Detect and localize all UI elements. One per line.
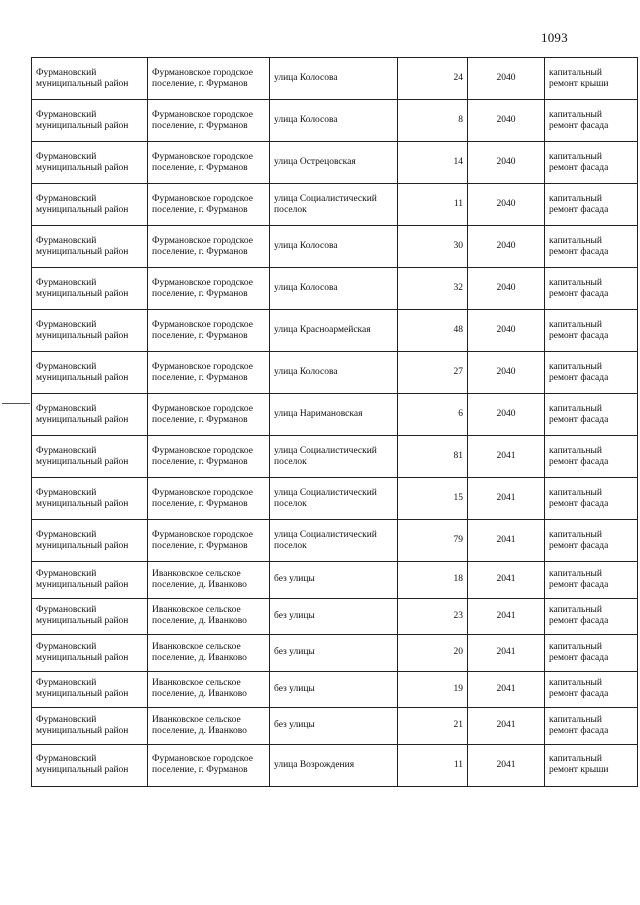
year-cell bbox=[468, 520, 545, 562]
house-number-cell bbox=[398, 268, 468, 310]
table-row bbox=[32, 598, 638, 635]
house-number-cell bbox=[398, 184, 468, 226]
settlement-text: Фурмановское городское поселение, г. Фурманов bbox=[152, 754, 253, 775]
year-cell bbox=[468, 58, 545, 100]
year-cell bbox=[468, 268, 545, 310]
street-cell bbox=[270, 394, 398, 436]
year-cell bbox=[468, 671, 545, 708]
district-cell bbox=[32, 100, 148, 142]
street-cell bbox=[270, 478, 398, 520]
street-cell bbox=[270, 142, 398, 184]
settlement-cell bbox=[148, 598, 270, 635]
work-type-text: капитальный ремонт фасада bbox=[549, 529, 609, 551]
work-type-text: капитальный ремонт фасада bbox=[549, 319, 609, 341]
year-cell bbox=[468, 142, 545, 184]
street-text: без улицы bbox=[274, 647, 315, 658]
year-text: 2041 bbox=[496, 451, 516, 461]
year-text: 2041 bbox=[496, 610, 516, 621]
district-text: Фурмановский муниципальный район bbox=[36, 403, 129, 425]
settlement-cell bbox=[148, 310, 270, 352]
settlement-cell bbox=[148, 562, 270, 599]
house-number-cell bbox=[398, 436, 468, 478]
street-cell bbox=[270, 58, 398, 100]
year-text: 2041 bbox=[496, 683, 516, 694]
work-type-text: капитальный ремонт фасада bbox=[549, 568, 609, 590]
table-row bbox=[32, 744, 638, 786]
house-number-cell bbox=[398, 598, 468, 635]
street-cell bbox=[270, 436, 398, 478]
street-cell bbox=[270, 226, 398, 268]
work-type-text: капитальный ремонт фасада bbox=[549, 361, 609, 383]
year-text: 2041 bbox=[496, 535, 516, 545]
house-number-text: 8 bbox=[458, 115, 463, 125]
house-number-cell bbox=[398, 520, 468, 562]
district-text: Фурмановский муниципальный район bbox=[36, 319, 129, 341]
district-text: Фурмановский муниципальный район bbox=[36, 754, 129, 775]
settlement-text: Фурмановское городское поселение, г. Фурманов bbox=[152, 487, 253, 509]
year-text: 2040 bbox=[496, 199, 516, 209]
district-cell bbox=[32, 142, 148, 184]
street-cell bbox=[270, 520, 398, 562]
house-number-text: 32 bbox=[453, 283, 463, 293]
settlement-text: Фурмановское городское поселение, г. Фурманов bbox=[152, 151, 253, 173]
district-cell bbox=[32, 226, 148, 268]
street-cell bbox=[270, 671, 398, 708]
district-text: Фурмановский муниципальный район bbox=[36, 605, 129, 627]
work-type-cell bbox=[545, 226, 638, 268]
street-text: без улицы bbox=[274, 683, 315, 694]
district-text: Фурмановский муниципальный район bbox=[36, 529, 129, 551]
settlement-text: Фурмановское городское поселение, г. Фурманов bbox=[152, 193, 253, 215]
house-number-text: 15 bbox=[453, 493, 463, 503]
settlement-cell bbox=[148, 142, 270, 184]
district-cell bbox=[32, 352, 148, 394]
street-text: улица Возрождения bbox=[274, 759, 355, 770]
house-number-cell bbox=[398, 671, 468, 708]
settlement-cell bbox=[148, 478, 270, 520]
table-row bbox=[32, 708, 638, 745]
house-number-text: 20 bbox=[453, 647, 463, 658]
house-number-cell bbox=[398, 100, 468, 142]
street-text: улица Социалистический поселок bbox=[274, 487, 377, 509]
year-text: 2041 bbox=[496, 574, 516, 585]
house-number-text: 11 bbox=[453, 199, 463, 209]
settlement-text: Фурмановское городское поселение, г. Фурманов bbox=[152, 529, 253, 551]
house-number-text: 21 bbox=[453, 720, 463, 731]
scan-artifact-line bbox=[2, 403, 30, 404]
table-row bbox=[32, 268, 638, 310]
work-type-cell bbox=[545, 671, 638, 708]
year-text: 2040 bbox=[496, 325, 516, 335]
work-type-text: капитальный ремонт фасада bbox=[549, 277, 609, 299]
settlement-cell bbox=[148, 100, 270, 142]
house-number-text: 14 bbox=[453, 157, 463, 167]
year-cell bbox=[468, 436, 545, 478]
district-cell bbox=[32, 394, 148, 436]
street-text: улица Колосова bbox=[274, 73, 338, 83]
settlement-cell bbox=[148, 184, 270, 226]
house-number-cell bbox=[398, 226, 468, 268]
street-cell bbox=[270, 310, 398, 352]
district-text: Фурмановский муниципальный район bbox=[36, 714, 129, 736]
year-cell bbox=[468, 635, 545, 672]
work-type-cell bbox=[545, 744, 638, 786]
year-cell bbox=[468, 708, 545, 745]
table-row bbox=[32, 436, 638, 478]
district-text: Фурмановский муниципальный район bbox=[36, 193, 129, 215]
house-number-text: 24 bbox=[453, 73, 463, 83]
settlement-text: Фурмановское городское поселение, г. Фурманов bbox=[152, 319, 253, 341]
house-number-text: 6 bbox=[458, 409, 463, 419]
house-number-text: 48 bbox=[453, 325, 463, 335]
work-type-cell bbox=[545, 268, 638, 310]
work-type-text: капитальный ремонт фасада bbox=[549, 605, 609, 627]
house-number-text: 23 bbox=[453, 610, 463, 621]
district-text: Фурмановский муниципальный район bbox=[36, 109, 129, 131]
table-row bbox=[32, 352, 638, 394]
work-type-cell bbox=[545, 394, 638, 436]
house-number-text: 30 bbox=[453, 241, 463, 251]
year-cell bbox=[468, 184, 545, 226]
district-text: Фурмановский муниципальный район bbox=[36, 67, 129, 89]
year-cell bbox=[468, 744, 545, 786]
district-cell bbox=[32, 58, 148, 100]
house-number-text: 79 bbox=[453, 535, 463, 545]
work-type-cell bbox=[545, 310, 638, 352]
work-type-cell bbox=[545, 598, 638, 635]
table-row bbox=[32, 184, 638, 226]
settlement-text: Фурмановское городское поселение, г. Фурманов bbox=[152, 277, 253, 299]
settlement-cell bbox=[148, 436, 270, 478]
street-text: улица Колосова bbox=[274, 367, 338, 377]
work-type-text: капитальный ремонт фасада bbox=[549, 487, 609, 509]
year-text: 2040 bbox=[496, 241, 516, 251]
district-text: Фурмановский муниципальный район bbox=[36, 277, 129, 299]
settlement-text: Иванковское сельское поселение, д. Иванково bbox=[152, 568, 247, 590]
settlement-cell bbox=[148, 394, 270, 436]
street-text: улица Колосова bbox=[274, 115, 338, 125]
year-cell bbox=[468, 352, 545, 394]
year-text: 2041 bbox=[496, 647, 516, 658]
district-cell bbox=[32, 598, 148, 635]
street-cell bbox=[270, 184, 398, 226]
settlement-text: Фурмановское городское поселение, г. Фурманов bbox=[152, 109, 253, 131]
district-cell bbox=[32, 708, 148, 745]
district-text: Фурмановский муниципальный район bbox=[36, 151, 129, 173]
settlement-text: Иванковское сельское поселение, д. Иванково bbox=[152, 678, 247, 700]
year-cell bbox=[468, 394, 545, 436]
district-text: Фурмановский муниципальный район bbox=[36, 487, 129, 509]
settlement-text: Иванковское сельское поселение, д. Иванково bbox=[152, 605, 247, 627]
year-text: 2041 bbox=[496, 759, 516, 770]
settlement-text: Иванковское сельское поселение, д. Иванково bbox=[152, 641, 247, 663]
work-type-text: капитальный ремонт фасада bbox=[549, 151, 609, 173]
district-cell bbox=[32, 635, 148, 672]
work-type-cell bbox=[545, 562, 638, 599]
district-cell bbox=[32, 184, 148, 226]
work-type-text: капитальный ремонт фасада bbox=[549, 445, 609, 467]
work-type-text: капитальный ремонт крыши bbox=[549, 754, 609, 775]
house-number-cell bbox=[398, 562, 468, 599]
street-text: улица Острецовская bbox=[274, 157, 356, 167]
house-number-text: 81 bbox=[453, 451, 463, 461]
settlement-text: Фурмановское городское поселение, г. Фурманов bbox=[152, 235, 253, 257]
work-type-cell bbox=[545, 708, 638, 745]
year-cell bbox=[468, 310, 545, 352]
district-cell bbox=[32, 520, 148, 562]
house-number-cell bbox=[398, 310, 468, 352]
district-text: Фурмановский муниципальный район bbox=[36, 678, 129, 700]
street-cell bbox=[270, 708, 398, 745]
settlement-text: Фурмановское городское поселение, г. Фурманов bbox=[152, 361, 253, 383]
table-row bbox=[32, 58, 638, 100]
street-cell bbox=[270, 352, 398, 394]
district-cell bbox=[32, 562, 148, 599]
street-cell bbox=[270, 598, 398, 635]
work-type-text: капитальный ремонт фасада bbox=[549, 193, 609, 215]
house-number-text: 19 bbox=[453, 683, 463, 694]
house-number-cell bbox=[398, 58, 468, 100]
table-row bbox=[32, 520, 638, 562]
year-text: 2041 bbox=[496, 493, 516, 503]
street-text: улица Социалистический поселок bbox=[274, 193, 377, 215]
work-type-text: капитальный ремонт фасада bbox=[549, 109, 609, 131]
district-cell bbox=[32, 268, 148, 310]
district-text: Фурмановский муниципальный район bbox=[36, 568, 129, 590]
year-text: 2040 bbox=[496, 409, 516, 419]
year-cell bbox=[468, 226, 545, 268]
settlement-cell bbox=[148, 268, 270, 310]
settlement-text: Фурмановское городское поселение, г. Фурманов bbox=[152, 445, 253, 467]
settlement-cell bbox=[148, 671, 270, 708]
settlement-text: Иванковское сельское поселение, д. Иванково bbox=[152, 714, 247, 736]
page-number: 1093 bbox=[541, 30, 568, 45]
settlement-text: Фурмановское городское поселение, г. Фурманов bbox=[152, 403, 253, 425]
house-number-cell bbox=[398, 478, 468, 520]
work-type-text: капитальный ремонт фасада bbox=[549, 678, 609, 700]
work-type-cell bbox=[545, 184, 638, 226]
table-row bbox=[32, 310, 638, 352]
district-text: Фурмановский муниципальный район bbox=[36, 235, 129, 257]
district-text: Фурмановский муниципальный район bbox=[36, 445, 129, 467]
settlement-cell bbox=[148, 352, 270, 394]
district-text: Фурмановский муниципальный район bbox=[36, 641, 129, 663]
work-type-text: капитальный ремонт фасада bbox=[549, 714, 609, 736]
house-number-text: 27 bbox=[453, 367, 463, 377]
year-text: 2040 bbox=[496, 367, 516, 377]
work-type-cell bbox=[545, 352, 638, 394]
year-text: 2040 bbox=[496, 73, 516, 83]
table-row bbox=[32, 478, 638, 520]
district-text: Фурмановский муниципальный район bbox=[36, 361, 129, 383]
house-number-cell bbox=[398, 708, 468, 745]
work-type-cell bbox=[545, 478, 638, 520]
year-cell bbox=[468, 478, 545, 520]
work-type-cell bbox=[545, 100, 638, 142]
street-text: улица Колосова bbox=[274, 241, 338, 251]
house-number-cell bbox=[398, 744, 468, 786]
district-cell bbox=[32, 436, 148, 478]
street-text: улица Красноармейская bbox=[274, 325, 371, 335]
house-number-cell bbox=[398, 142, 468, 184]
house-number-text: 18 bbox=[453, 574, 463, 585]
year-cell bbox=[468, 598, 545, 635]
table-row bbox=[32, 394, 638, 436]
settlement-cell bbox=[148, 226, 270, 268]
work-type-cell bbox=[545, 635, 638, 672]
district-cell bbox=[32, 478, 148, 520]
work-type-cell bbox=[545, 58, 638, 100]
work-type-text: капитальный ремонт фасада bbox=[549, 235, 609, 257]
settlement-text: Фурмановское городское поселение, г. Фурманов bbox=[152, 67, 253, 89]
year-text: 2040 bbox=[496, 115, 516, 125]
street-text: улица Социалистический поселок bbox=[274, 445, 377, 467]
year-text: 2041 bbox=[496, 720, 516, 731]
street-text: без улицы bbox=[274, 610, 315, 621]
district-cell bbox=[32, 744, 148, 786]
settlement-cell bbox=[148, 744, 270, 786]
street-cell bbox=[270, 562, 398, 599]
repair-schedule-table bbox=[31, 57, 638, 787]
table-row bbox=[32, 635, 638, 672]
house-number-cell bbox=[398, 394, 468, 436]
street-cell bbox=[270, 635, 398, 672]
work-type-cell bbox=[545, 436, 638, 478]
settlement-cell bbox=[148, 708, 270, 745]
work-type-cell bbox=[545, 520, 638, 562]
table-row bbox=[32, 226, 638, 268]
table-row bbox=[32, 562, 638, 599]
street-text: улица Наримановская bbox=[274, 409, 363, 419]
work-type-text: капитальный ремонт фасада bbox=[549, 403, 609, 425]
house-number-cell bbox=[398, 635, 468, 672]
district-cell bbox=[32, 671, 148, 708]
table-row bbox=[32, 671, 638, 708]
settlement-cell bbox=[148, 58, 270, 100]
settlement-cell bbox=[148, 635, 270, 672]
house-number-cell bbox=[398, 352, 468, 394]
district-cell bbox=[32, 310, 148, 352]
street-text: без улицы bbox=[274, 574, 315, 585]
street-cell bbox=[270, 100, 398, 142]
table-body bbox=[32, 58, 638, 787]
year-cell bbox=[468, 562, 545, 599]
table-row bbox=[32, 100, 638, 142]
work-type-text: капитальный ремонт крыши bbox=[549, 67, 609, 89]
street-cell bbox=[270, 744, 398, 786]
street-text: улица Колосова bbox=[274, 283, 338, 293]
house-number-text: 11 bbox=[453, 759, 463, 770]
table-row bbox=[32, 142, 638, 184]
settlement-cell bbox=[148, 520, 270, 562]
work-type-text: капитальный ремонт фасада bbox=[549, 641, 609, 663]
street-text: без улицы bbox=[274, 720, 315, 731]
year-cell bbox=[468, 100, 545, 142]
street-text: улица Социалистический поселок bbox=[274, 529, 377, 551]
street-cell bbox=[270, 268, 398, 310]
year-text: 2040 bbox=[496, 283, 516, 293]
work-type-cell bbox=[545, 142, 638, 184]
year-text: 2040 bbox=[496, 157, 516, 167]
